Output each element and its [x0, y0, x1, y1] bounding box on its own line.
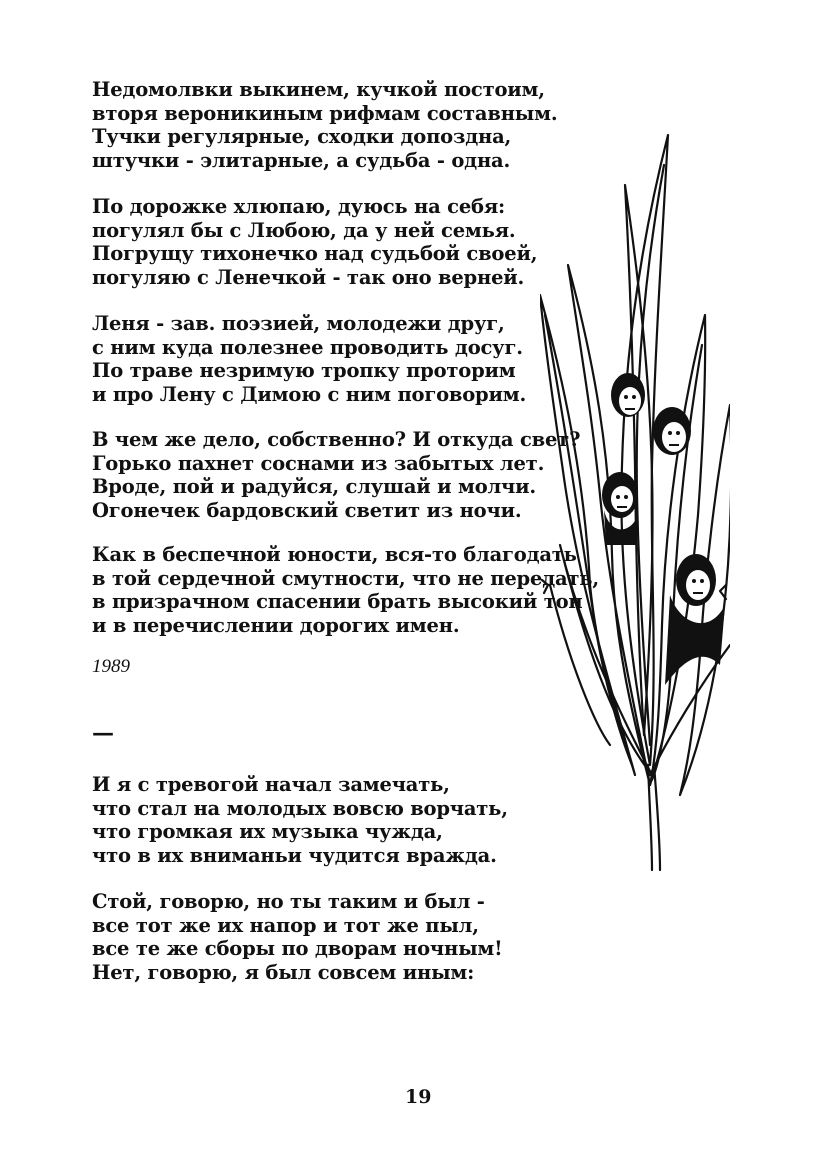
poem-line: В чем же дело, собственно? И откуда свет? — [92, 428, 581, 451]
poem-line: что в их вниманьи чудится вражда. — [92, 843, 497, 867]
poem-1-stanza-3 — [92, 312, 526, 406]
poem-line: все тот же их напор и тот же пыл, — [92, 913, 479, 937]
poem-2-stanza-1 — [92, 773, 508, 867]
poem-line: с ним куда полезнее проводить досуг. — [92, 335, 523, 359]
poem-line: Тучки регулярные, сходки допоздна, — [92, 125, 512, 148]
poem-1-stanza-5 — [92, 543, 599, 637]
poem-line: все те же сборы по дворам ночным! — [92, 937, 503, 960]
poem-line: Как в беспечной юности, вся-то благодать — [92, 543, 577, 566]
poem-line: что громкая их музыка чужда, — [92, 820, 443, 843]
poem-line: в той сердечной смутности, что не передать, — [92, 566, 599, 590]
poem-separator: — — [92, 720, 114, 746]
poem-1-stanza-1 — [92, 78, 557, 172]
poem-line: вторя вероникиным рифмам составным. — [92, 101, 558, 125]
page-number: 19 — [405, 1086, 432, 1108]
poem-line: погуляю с Ленечкой - так оно верней. — [92, 265, 525, 289]
poem-line: Стой, говорю, но ты таким и был - — [92, 890, 485, 913]
poem-line: Недомолвки выкинем, кучкой постоим, — [92, 78, 545, 101]
poem-line: Вроде, пой и радуйся, слушай и молчи. — [92, 475, 536, 498]
poem-2-stanza-2 — [92, 890, 503, 984]
poem-line: Огонечек бардовский светит из ночи. — [92, 498, 522, 522]
poem-line: Нет, говорю, я был совсем иным: — [92, 960, 475, 984]
poem-1-stanza-2 — [92, 195, 537, 289]
poem-line: в призрачном спасении брать высокий тон — [92, 590, 583, 613]
leaves-with-faces-illustration — [540, 125, 730, 875]
poem-1-stanza-4 — [92, 428, 580, 522]
poem-line: что стал на молодых вовсю ворчать, — [92, 796, 508, 820]
poem-line: По траве незримую тропку проторим — [92, 359, 516, 382]
poem-year: 1989 — [92, 656, 130, 677]
poem-line: И я с тревогой начал замечать, — [92, 773, 450, 796]
poem-line: Горько пахнет соснами из забытых лет. — [92, 451, 545, 475]
poem-line: По дорожке хлюпаю, дуюсь на себя: — [92, 195, 506, 218]
poem-line: штучки - элитарные, а судьба - одна. — [92, 148, 511, 172]
poem-line: и про Лену с Димою с ним поговорим. — [92, 382, 527, 406]
poem-line: Погрущу тихонечко над судьбой своей, — [92, 242, 538, 265]
poem-line: Леня - зав. поэзией, молодежи друг, — [92, 312, 505, 335]
poem-line: и в перечислении дорогих имен. — [92, 613, 460, 637]
poem-line: погулял бы с Любою, да у ней семья. — [92, 218, 516, 242]
